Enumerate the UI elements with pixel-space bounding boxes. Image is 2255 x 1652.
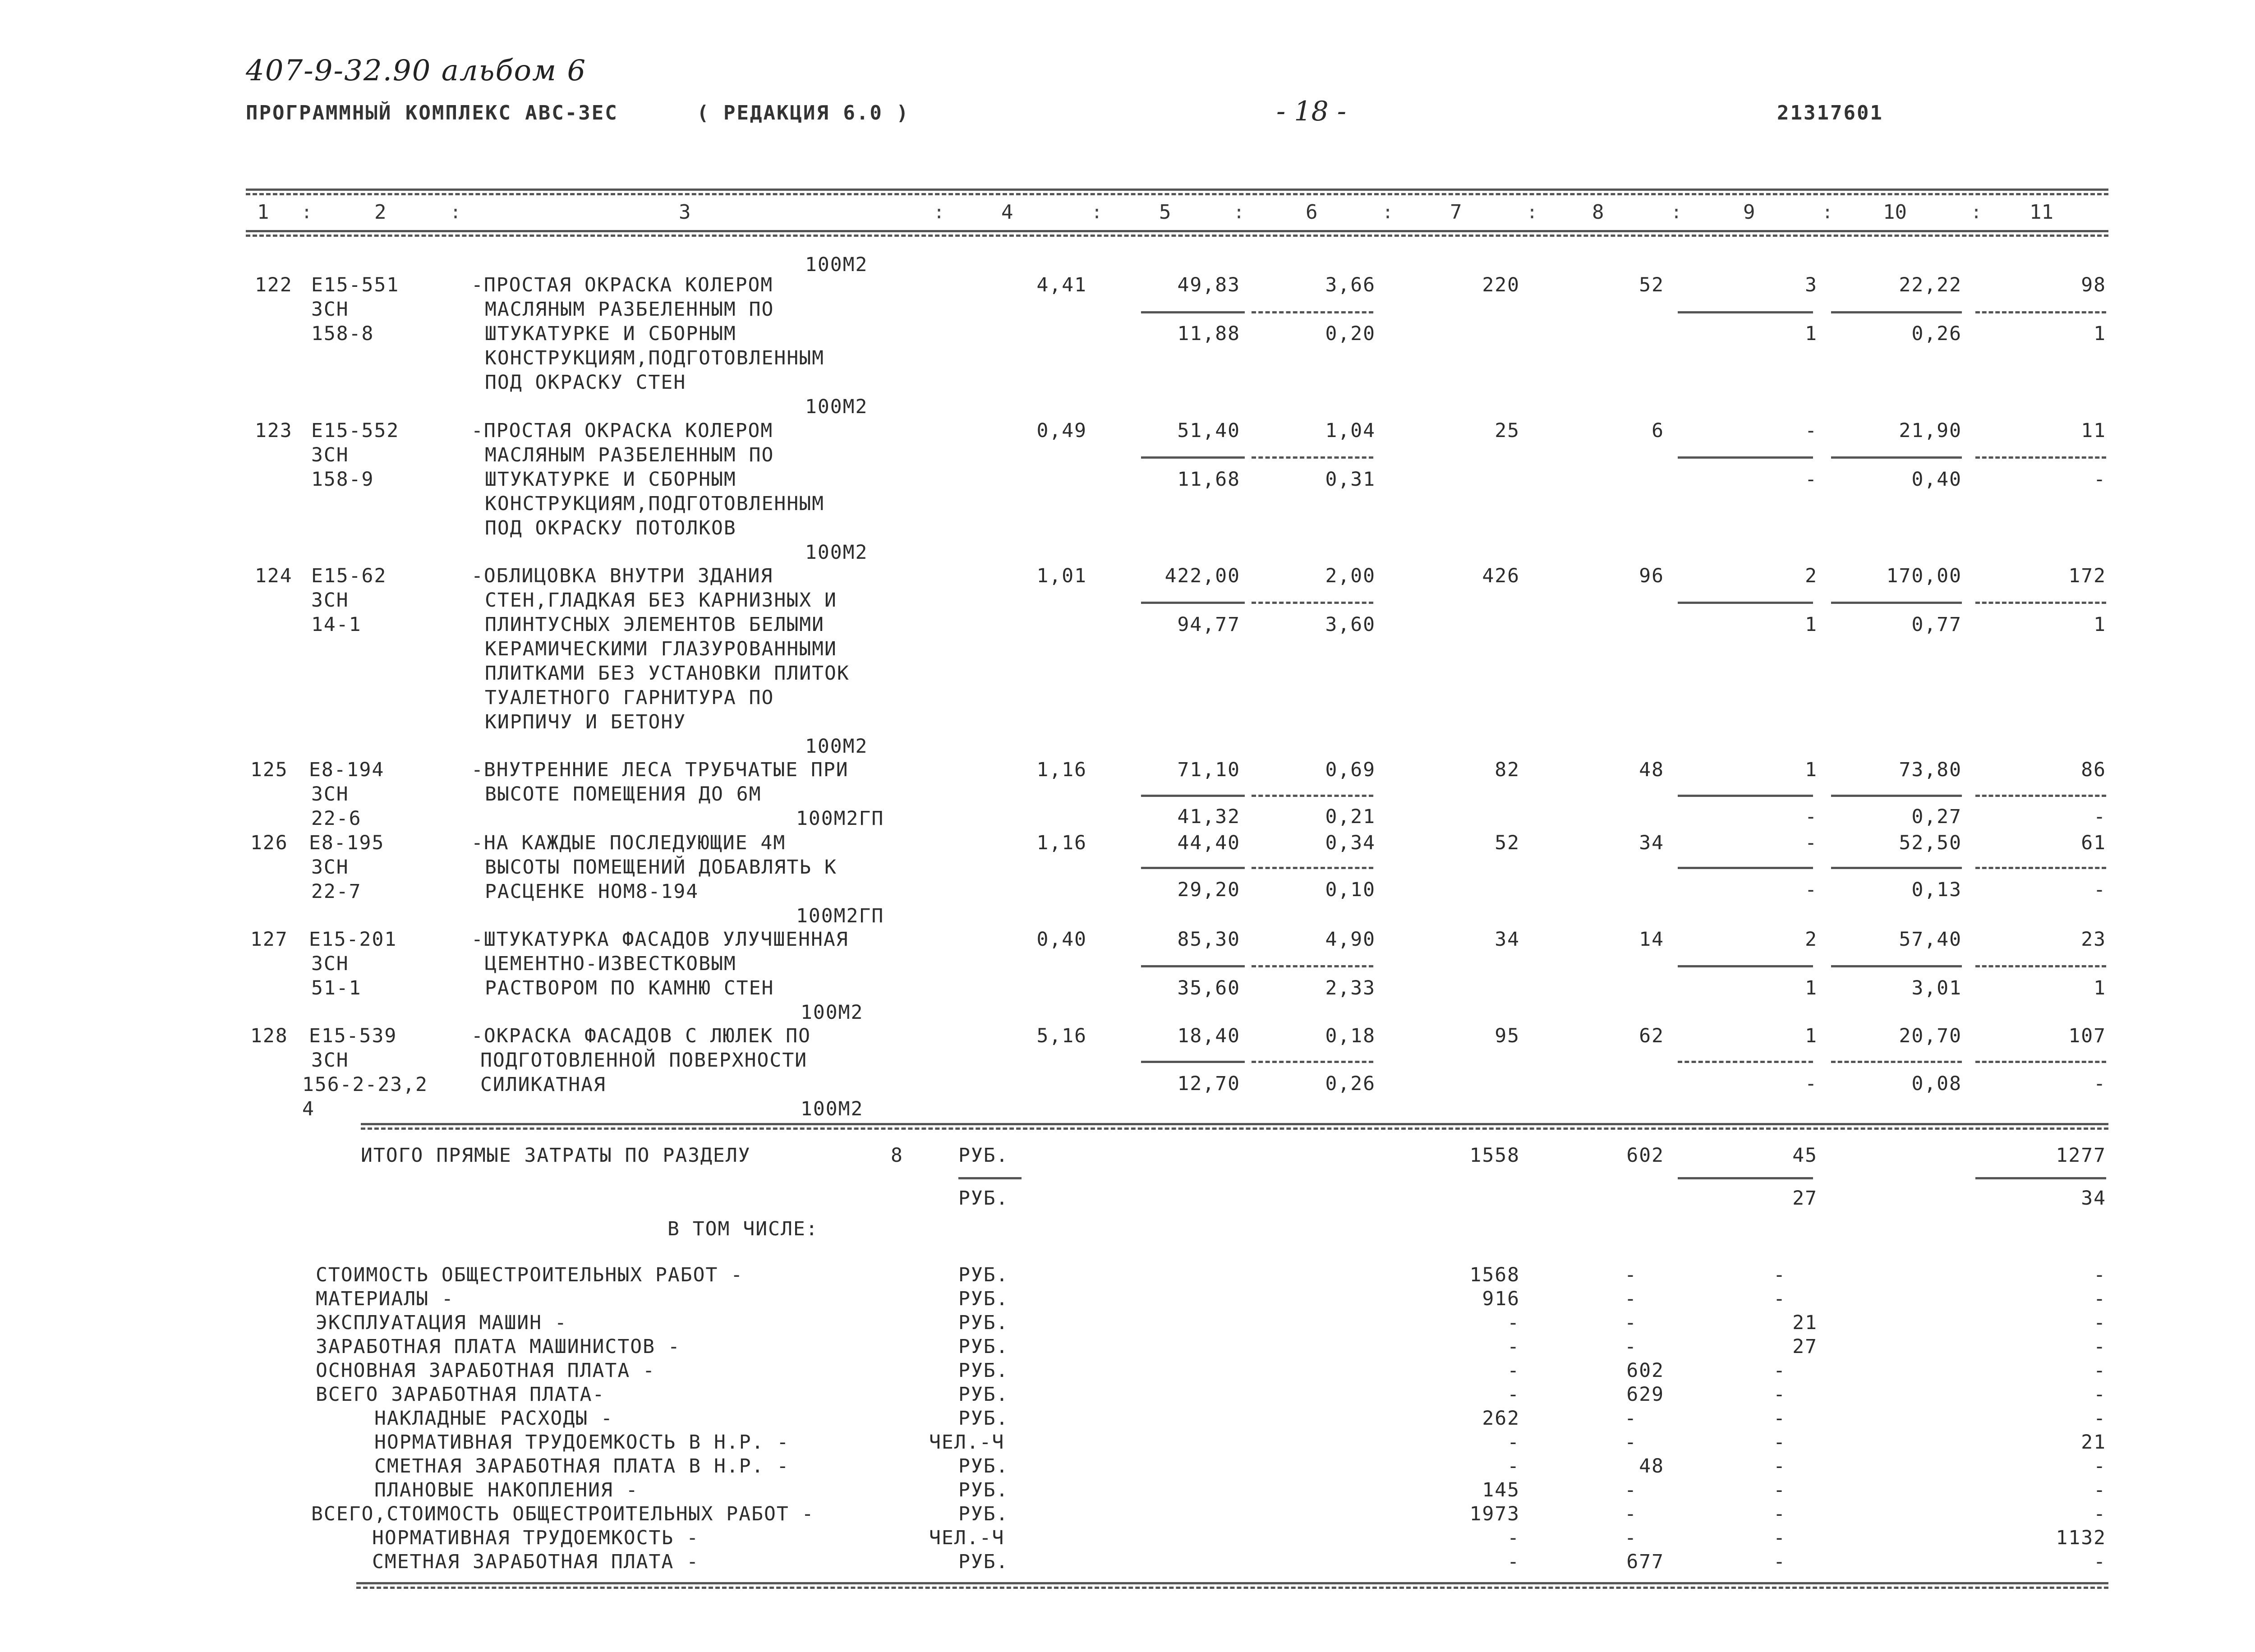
summary-c11: - xyxy=(2094,1455,2106,1477)
row-desc-line: МАСЛЯНЫМ РАЗБЕЛЕННЫМ ПО xyxy=(485,298,774,321)
unit-machine: 2,00 xyxy=(1325,565,1376,587)
summary-c11: - xyxy=(2094,1503,2106,1525)
summary-unit: РУБ. xyxy=(958,1311,1009,1334)
row-desc-line: КОНСТРУКЦИЯМ,ПОДГОТОВЛЕННЫМ xyxy=(485,492,824,515)
summary-label: ВСЕГО ЗАРАБОТНАЯ ПЛАТА- xyxy=(316,1383,605,1406)
summary-c8: 677 xyxy=(1626,1551,1664,1573)
labor-unit: 170,00 xyxy=(1886,565,1962,587)
col-header-7: 7 xyxy=(1450,201,1462,224)
unit-machinist-wage: 2,33 xyxy=(1325,977,1376,999)
summary-c11: - xyxy=(2094,1383,2106,1406)
labor-total: 172 xyxy=(2068,565,2106,587)
machines: 2 xyxy=(1805,928,1818,951)
unit-cost: 18,40 xyxy=(1177,1025,1240,1047)
unit-cost: 51,40 xyxy=(1177,419,1240,442)
row-desc-line: ПЛИНТУСНЫХ ЭЛЕМЕНТОВ БЕЛЫМИ xyxy=(485,613,824,636)
machinist-labor-unit: 0,77 xyxy=(1911,613,1962,636)
summary-unit: РУБ. xyxy=(958,1551,1009,1573)
summary-c7: - xyxy=(1507,1383,1520,1406)
labor-total: 98 xyxy=(2081,274,2106,296)
wages: 48 xyxy=(1639,759,1664,781)
summary-c11: - xyxy=(2094,1479,2106,1501)
col-header-4: 4 xyxy=(1001,201,1013,224)
labor-total: 86 xyxy=(2081,759,2106,781)
machinist-labor-unit: 0,40 xyxy=(1911,468,1962,491)
labor-total: 61 xyxy=(2081,832,2106,854)
summary-c7: 1973 xyxy=(1469,1503,1520,1525)
header-bottom-rule-dashed xyxy=(246,235,2108,237)
summary-c8: - xyxy=(1625,1431,1637,1454)
labor-unit: 22,22 xyxy=(1899,274,1962,296)
summary-label: НОРМАТИВНАЯ ТРУДОЕМКОСТЬ - xyxy=(372,1527,700,1549)
unit-label: 100М2 xyxy=(805,396,868,418)
row-desc-line: ВЫСОТЕ ПОМЕЩЕНИЯ ДО 6М xyxy=(485,783,762,805)
row-desc-line: РАСТВОРОМ ПО КАМНЮ СТЕН xyxy=(485,977,774,999)
row-desc-line: -НА КАЖДЫЕ ПОСЛЕДУЮЩИЕ 4М xyxy=(471,832,786,854)
machinist-labor-unit: 0,26 xyxy=(1911,322,1962,345)
summary-label: ОСНОВНАЯ ЗАРАБОТНАЯ ПЛАТА - xyxy=(316,1359,655,1382)
unit-label: 100М2ГП xyxy=(796,807,884,830)
row-code: Е8-195 xyxy=(309,832,385,854)
row-desc-line: ШТУКАТУРКЕ И СБОРНЫМ xyxy=(485,322,736,345)
labor-total: 23 xyxy=(2081,928,2106,951)
bottom-rule xyxy=(356,1582,2108,1584)
summary-c7: - xyxy=(1507,1455,1520,1477)
summary-label: ВСЕГО,СТОИМОСТЬ ОБЩЕСТРОИТЕЛЬНЫХ РАБОТ - xyxy=(311,1503,815,1525)
summary-label: НАКЛАДНЫЕ РАСХОДЫ - xyxy=(374,1407,613,1430)
row-desc-line: ТУАЛЕТНОГО ГАРНИТУРА ПО xyxy=(485,686,774,709)
summary-c8: - xyxy=(1625,1479,1637,1501)
col-header-5: 5 xyxy=(1159,201,1171,224)
unit-machinist-wage: 0,20 xyxy=(1325,322,1376,345)
total-cost: 82 xyxy=(1495,759,1520,781)
row-base: ЗСН xyxy=(311,298,349,321)
row-desc-line: -ШТУКАТУРКА ФАСАДОВ УЛУЧШЕННАЯ xyxy=(471,928,849,951)
summary-c8: 48 xyxy=(1639,1455,1664,1477)
totals-unit-2: РУБ. xyxy=(958,1187,1009,1210)
row-ref: 156-2-23,2 xyxy=(302,1073,428,1096)
unit-label: 100М2ГП xyxy=(796,905,884,927)
machinist-labor-total: - xyxy=(2094,879,2106,901)
row-ref: 51-1 xyxy=(311,977,362,999)
machinist-labor-unit: 0,08 xyxy=(1911,1072,1962,1095)
summary-unit: ЧЕЛ.-Ч xyxy=(929,1527,1005,1549)
summary-c9: - xyxy=(1773,1383,1786,1406)
row-desc-line: МАСЛЯНЫМ РАЗБЕЛЕННЫМ ПО xyxy=(485,444,774,466)
row-desc-line: ШТУКАТУРКЕ И СБОРНЫМ xyxy=(485,468,736,491)
col-header-8: 8 xyxy=(1592,201,1604,224)
summary-c8: - xyxy=(1625,1311,1637,1334)
summary-unit: РУБ. xyxy=(958,1503,1009,1525)
summary-c11: - xyxy=(2094,1311,2106,1334)
row-number: 122 xyxy=(255,274,293,296)
unit-machinist-wage: 3,60 xyxy=(1325,613,1376,636)
unit-machine: 0,34 xyxy=(1325,832,1376,854)
summary-c11: - xyxy=(2094,1359,2106,1382)
summary-unit: РУБ. xyxy=(958,1288,1009,1310)
wages: 34 xyxy=(1639,832,1664,854)
row-desc-line: СИЛИКАТНАЯ xyxy=(480,1073,606,1096)
machinist-wages: - xyxy=(1805,879,1818,901)
row-number: 127 xyxy=(250,928,288,951)
row-desc-line: -ВНУТРЕННИЕ ЛЕСА ТРУБЧАТЫЕ ПРИ xyxy=(471,759,849,781)
summary-c9: 27 xyxy=(1792,1335,1818,1358)
summary-c11: - xyxy=(2094,1335,2106,1358)
row-desc-line: ПОД ОКРАСКУ СТЕН xyxy=(485,371,686,394)
summary-label: ЗАРАБОТНАЯ ПЛАТА МАШИНИСТОВ - xyxy=(316,1335,681,1358)
summary-unit: РУБ. xyxy=(958,1407,1009,1430)
table-top-rule-dashed xyxy=(246,193,2108,195)
unit-cost: 49,83 xyxy=(1177,274,1240,296)
row-base: ЗСН xyxy=(311,1049,349,1072)
machinist-labor-total: - xyxy=(2094,468,2106,491)
machinist-labor-unit: 0,27 xyxy=(1911,805,1962,828)
summary-c9: 21 xyxy=(1792,1311,1818,1334)
summary-c7: - xyxy=(1507,1359,1520,1382)
summary-unit: РУБ. xyxy=(958,1359,1009,1382)
machines: 3 xyxy=(1805,274,1818,296)
summary-c7: 145 xyxy=(1482,1479,1520,1501)
row-number: 125 xyxy=(250,759,288,781)
row-code: Е8-194 xyxy=(309,759,385,781)
row-code: Е15-201 xyxy=(309,928,397,951)
unit-wage: 29,20 xyxy=(1177,879,1240,901)
summary-c8: 629 xyxy=(1626,1383,1664,1406)
row-code: Е15-552 xyxy=(311,419,400,442)
bottom-rule-dashed xyxy=(356,1587,2108,1589)
labor-total: 11 xyxy=(2081,419,2106,442)
unit-cost: 44,40 xyxy=(1177,832,1240,854)
summary-c8: - xyxy=(1625,1335,1637,1358)
row-base: ЗСН xyxy=(311,783,349,805)
quantity: 5,16 xyxy=(1036,1025,1087,1047)
unit-label: 100М2 xyxy=(805,253,868,276)
unit-machine: 3,66 xyxy=(1325,274,1376,296)
summary-c9: - xyxy=(1773,1431,1786,1454)
machinist-wages: 1 xyxy=(1805,322,1818,345)
quantity: 1,16 xyxy=(1036,759,1087,781)
page-number: - 18 - xyxy=(1276,96,1347,127)
totals-machinist-labor: 34 xyxy=(2081,1187,2106,1210)
machinist-labor-unit: 3,01 xyxy=(1911,977,1962,999)
summary-c11: - xyxy=(2094,1407,2106,1430)
unit-machinist-wage: 0,10 xyxy=(1325,879,1376,901)
row-desc-line: -ПРОСТАЯ ОКРАСКА КОЛЕРОМ xyxy=(471,419,773,442)
summary-c9: - xyxy=(1773,1527,1786,1549)
labor-unit: 21,90 xyxy=(1899,419,1962,442)
summary-c7: - xyxy=(1507,1551,1520,1573)
summary-c9: - xyxy=(1773,1479,1786,1501)
machinist-labor-total: - xyxy=(2094,1072,2106,1095)
estimate-page: 407-9-32.90 альбом 6 ПРОГРАММНЫЙ КОМПЛЕКС АВС-ЗЕС ( РЕДАКЦИЯ 6.0 ) - 18 - 21317601 1 2 3 4 5 6 7 8 9 10 11 : : : : : : : : : : 100М2 122 Е15-551 ЗСН 158-8 -ПРОСТАЯ ОКРАСКА КОЛЕРОМ МАСЛЯНЫМ РАЗБЕЛЕННЫМ ПО ШТУКАТУРКЕ И СБОРНЫМ КОНСТРУКЦИЯМ,ПОДГОТОВЛЕННЫМ ПОД ОКРАСКУ СТЕН 4,41 49,83 3,66 220 52 3 22,22 98 11,88 0,20 1 0,26 1 100М2 123 Е15-552 ЗСН 158-9 -ПРОСТАЯ ОКРАСКА КОЛЕРОМ МАСЛЯНЫМ РАЗБЕЛЕННЫМ ПО ШТУКАТУРКЕ И СБОРНЫМ КОНСТРУКЦИЯМ,ПОДГОТОВЛЕННЫМ ПОД ОКРАСКУ ПОТОЛКОВ 0,49 51,40 1,04 25 6 - 21,90 11 11,68 0,31 - 0,40 - 100М2 124 Е15-62 ЗСН 14-1 -ОБЛИЦОВКА ВНУТРИ ЗДАНИЯ СТЕН,ГЛАДКАЯ БЕЗ КАРНИЗНЫХ И ПЛИНТУСНЫХ ЭЛЕМЕНТОВ БЕЛЫМИ КЕРАМИЧЕСКИМИ ГЛАЗУРОВАННЫМИ ПЛИТКАМИ БЕЗ УСТАНОВКИ ПЛИТОК ТУАЛЕТНОГО ГАРНИТУРА ПО КИРПИЧУ И БЕТОНУ 1,01 422,00 2,00 426 96 2 170,00 172 94,77 3,60 1 0,77 1 100М2 125 Е8-194 ЗСН 22-6 -ВНУТРЕННИЕ ЛЕСА ТРУБЧАТЫЕ ПРИ ВЫСОТЕ ПОМЕЩЕНИЯ ДО 6М 100М2ГП 1,16 71,10 0,69 82 48 1 73,80 86 41,32 0,21 - 0,27 - 126 Е8-195 ЗСН 22-7 -НА КАЖДЫЕ ПОСЛЕДУЮЩИЕ 4М ВЫСОТЫ ПОМЕЩЕНИЙ ДОБАВЛЯТЬ К РАСЦЕНКЕ НОМ8-194 1,16 44,40 0,34 52 34 - 52,50 61 29,20 0,10 - 0,13 - 100М2ГП 127 Е15-201 ЗСН 51-1 -ШТУКАТУРКА ФАСАДОВ УЛУЧШЕННАЯ ЦЕМЕНТНО-ИЗВЕСТКОВЫМ РАСТВОРОМ ПО КАМНЮ СТЕН 0,40 85,30 4,90 34 14 2 57,40 23 35,60 2,33 1 3,01 1 100М2 128 Е15-539 ЗСН 156-2-23,2 4 -ОКРАСКА ФАСАДОВ С ЛЮЛЕК ПО ПОДГОТОВЛЕННОЙ ПОВЕРХНОСТИ СИЛИКАТНАЯ 100М2 5,16 18,40 0,18 95 62 1 20,70 107 12,70 0,26 - 0,08 - ИТОГО ПРЯМЫЕ ЗАТРАТЫ ПО РАЗДЕЛУ 8 РУБ. 1558 602 45 1277 РУБ. 27 34 В ТОМ ЧИСЛЕ: СТОИМОСТЬ ОБЩЕСТРОИТЕЛЬНЫХ РАБОТ - РУБ. 1568 - - - МАТЕРИАЛЫ - РУБ. 916 - - - ЭКСПЛУАТАЦИЯ МАШИН - РУБ. - - 21 - ЗАРАБОТНАЯ ПЛАТА МАШИНИСТОВ - РУБ. - - 27 - ОСНОВНАЯ ЗАРАБОТНАЯ ПЛАТА - РУБ. - 602 - - ВСЕГО ЗАРАБОТНАЯ ПЛАТА- РУБ. - 629 - - НАКЛАДНЫЕ РАСХОДЫ - РУБ. 262 - - - НОРМАТИВНАЯ ТРУДОЕМКОСТЬ В Н.Р. - ЧЕЛ.-Ч - - - 21 СМЕТНАЯ ЗАРАБОТНАЯ ПЛАТА В Н.Р. - РУБ. - 48 - - ПЛАНОВЫЕ НАКОПЛЕНИЯ - РУБ. 145 - - - ВСЕГО,СТОИМОСТЬ ОБЩЕСТРОИТЕЛЬНЫХ РАБОТ - РУБ. 1973 - - - НОРМАТИВНАЯ ТРУДОЕМКОСТЬ - ЧЕЛ.-Ч - - - 1132 СМЕТНАЯ ЗАРАБОТНАЯ ПЛАТА - РУБ. - 677 - - xyxy=(0,0,2255,1652)
row-ref-cont: 4 xyxy=(302,1098,315,1120)
wages: 96 xyxy=(1639,565,1664,587)
summary-unit: РУБ. xyxy=(958,1455,1009,1477)
row-base: ЗСН xyxy=(311,444,349,466)
col-header-10: 10 xyxy=(1883,201,1907,224)
unit-machinist-wage: 0,21 xyxy=(1325,805,1376,828)
header-bottom-rule xyxy=(246,230,2108,232)
labor-unit: 73,80 xyxy=(1899,759,1962,781)
summary-c9: - xyxy=(1773,1407,1786,1430)
summary-c11: 21 xyxy=(2081,1431,2106,1454)
totals-total-cost: 1558 xyxy=(1469,1144,1520,1167)
machinist-wages: 1 xyxy=(1805,977,1818,999)
col-header-6: 6 xyxy=(1306,201,1318,224)
machinist-wages: 1 xyxy=(1805,613,1818,636)
summary-unit: ЧЕЛ.-Ч xyxy=(929,1431,1005,1454)
totals-top-rule-dashed xyxy=(361,1127,2108,1130)
unit-wage: 12,70 xyxy=(1177,1072,1240,1095)
row-ref: 14-1 xyxy=(311,613,362,636)
unit-machine: 4,90 xyxy=(1325,928,1376,951)
summary-c8: - xyxy=(1625,1264,1637,1286)
total-cost: 95 xyxy=(1495,1025,1520,1047)
totals-wages: 602 xyxy=(1626,1144,1664,1167)
summary-c7: - xyxy=(1507,1431,1520,1454)
unit-wage: 94,77 xyxy=(1177,613,1240,636)
summary-c9: - xyxy=(1773,1288,1786,1310)
unit-wage: 41,32 xyxy=(1177,805,1240,828)
row-number: 128 xyxy=(250,1025,288,1047)
summary-c9: - xyxy=(1773,1551,1786,1573)
machines: - xyxy=(1805,832,1818,854)
totals-machines: 45 xyxy=(1792,1144,1818,1167)
summary-c7: - xyxy=(1507,1311,1520,1334)
row-number: 124 xyxy=(255,565,293,587)
row-desc-line: -ОБЛИЦОВКА ВНУТРИ ЗДАНИЯ xyxy=(471,565,773,587)
row-desc-line: ПОД ОКРАСКУ ПОТОЛКОВ xyxy=(485,517,736,539)
row-base: ЗСН xyxy=(311,856,349,879)
summary-label: МАТЕРИАЛЫ - xyxy=(316,1288,454,1310)
summary-c9: - xyxy=(1773,1264,1786,1286)
quantity: 0,49 xyxy=(1036,419,1087,442)
total-cost: 52 xyxy=(1495,832,1520,854)
row-desc-line: ЦЕМЕНТНО-ИЗВЕСТКОВЫМ xyxy=(485,953,736,975)
col-header-2: 2 xyxy=(374,201,387,224)
machines: 1 xyxy=(1805,1025,1818,1047)
row-desc-line: КЕРАМИЧЕСКИМИ ГЛАЗУРОВАННЫМИ xyxy=(485,638,837,660)
col-header-3: 3 xyxy=(679,201,691,224)
total-cost: 426 xyxy=(1482,565,1520,587)
labor-unit: 57,40 xyxy=(1899,928,1962,951)
unit-cost: 422,00 xyxy=(1164,565,1240,587)
summary-unit: РУБ. xyxy=(958,1264,1009,1286)
summary-c7: 916 xyxy=(1482,1288,1520,1310)
row-desc-line: -ОКРАСКА ФАСАДОВ С ЛЮЛЕК ПО xyxy=(471,1025,811,1047)
row-ref: 158-9 xyxy=(311,468,374,491)
totals-section: 8 xyxy=(891,1144,903,1167)
summary-label: ЭКСПЛУАТАЦИЯ МАШИН - xyxy=(316,1311,567,1334)
summary-unit: РУБ. xyxy=(958,1479,1009,1501)
summary-c9: - xyxy=(1773,1359,1786,1382)
summary-c9: - xyxy=(1773,1455,1786,1477)
summary-c11: - xyxy=(2094,1551,2106,1573)
row-desc-line: ПОДГОТОВЛЕННОЙ ПОВЕРХНОСТИ xyxy=(480,1049,808,1072)
row-base: ЗСН xyxy=(311,589,349,612)
total-cost: 34 xyxy=(1495,928,1520,951)
machinist-wages: - xyxy=(1805,805,1818,828)
summary-c8: 602 xyxy=(1626,1359,1664,1382)
row-desc-line: КИРПИЧУ И БЕТОНУ xyxy=(485,711,686,733)
machinist-labor-total: 1 xyxy=(2094,322,2106,345)
summary-c7: - xyxy=(1507,1527,1520,1549)
unit-machinist-wage: 0,26 xyxy=(1325,1072,1376,1095)
row-number: 123 xyxy=(255,419,293,442)
summary-label: СМЕТНАЯ ЗАРАБОТНАЯ ПЛАТА - xyxy=(372,1551,700,1573)
col-header-11: 11 xyxy=(2030,201,2053,224)
summary-c7: 262 xyxy=(1482,1407,1520,1430)
machinist-labor-unit: 0,13 xyxy=(1911,879,1962,901)
row-desc-line: РАСЦЕНКЕ НОМ8-194 xyxy=(485,880,699,903)
machinist-wages: - xyxy=(1805,468,1818,491)
summary-c7: - xyxy=(1507,1335,1520,1358)
machinist-labor-total: 1 xyxy=(2094,613,2106,636)
document-code: 21317601 xyxy=(1777,101,1883,124)
row-code: Е15-62 xyxy=(311,565,387,587)
summary-c7: 1568 xyxy=(1469,1264,1520,1286)
program-title: ПРОГРАММНЫЙ КОМПЛЕКС АВС-ЗЕС xyxy=(246,101,618,124)
wages: 6 xyxy=(1652,419,1664,442)
row-number: 126 xyxy=(250,832,288,854)
quantity: 4,41 xyxy=(1036,274,1087,296)
totals-machinist-wages: 27 xyxy=(1792,1187,1818,1210)
summary-unit: РУБ. xyxy=(958,1383,1009,1406)
edition-label: ( РЕДАКЦИЯ 6.0 ) xyxy=(697,101,910,124)
unit-machine: 0,69 xyxy=(1325,759,1376,781)
unit-label: 100М2 xyxy=(801,1001,864,1024)
summary-label: СТОИМОСТЬ ОБЩЕСТРОИТЕЛЬНЫХ РАБОТ - xyxy=(316,1264,744,1286)
machines: 2 xyxy=(1805,565,1818,587)
machinist-wages: - xyxy=(1805,1072,1818,1095)
row-desc-line: СТЕН,ГЛАДКАЯ БЕЗ КАРНИЗНЫХ И xyxy=(485,589,837,612)
unit-wage: 35,60 xyxy=(1177,977,1240,999)
wages: 14 xyxy=(1639,928,1664,951)
unit-label: 100М2 xyxy=(805,541,868,564)
labor-total: 107 xyxy=(2068,1025,2106,1047)
row-code: Е15-551 xyxy=(311,274,400,296)
summary-label: НОРМАТИВНАЯ ТРУДОЕМКОСТЬ В Н.Р. - xyxy=(374,1431,790,1454)
total-cost: 220 xyxy=(1482,274,1520,296)
row-desc-line: ПЛИТКАМИ БЕЗ УСТАНОВКИ ПЛИТОК xyxy=(485,662,850,685)
unit-wage: 11,68 xyxy=(1177,468,1240,491)
totals-labor: 1277 xyxy=(2056,1144,2106,1167)
row-ref: 158-8 xyxy=(311,322,374,345)
totals-top-rule xyxy=(361,1123,2108,1125)
summary-c11: - xyxy=(2094,1264,2106,1286)
quantity: 0,40 xyxy=(1036,928,1087,951)
row-ref: 22-7 xyxy=(311,880,362,903)
summary-c8: - xyxy=(1625,1503,1637,1525)
row-code: Е15-539 xyxy=(309,1025,397,1047)
summary-c8: - xyxy=(1625,1288,1637,1310)
unit-machine: 0,18 xyxy=(1325,1025,1376,1047)
unit-label: 100М2 xyxy=(805,735,868,758)
summary-c8: - xyxy=(1625,1407,1637,1430)
summary-unit: РУБ. xyxy=(958,1335,1009,1358)
unit-machinist-wage: 0,31 xyxy=(1325,468,1376,491)
machinist-labor-total: - xyxy=(2094,805,2106,828)
col-header-1: 1 xyxy=(257,201,269,224)
labor-unit: 20,70 xyxy=(1899,1025,1962,1047)
labor-unit: 52,50 xyxy=(1899,832,1962,854)
unit-machine: 1,04 xyxy=(1325,419,1376,442)
col-header-9: 9 xyxy=(1743,201,1755,224)
unit-cost: 85,30 xyxy=(1177,928,1240,951)
row-base: ЗСН xyxy=(311,953,349,975)
quantity: 1,01 xyxy=(1036,565,1087,587)
summary-c9: - xyxy=(1773,1503,1786,1525)
machinist-labor-total: 1 xyxy=(2094,977,2106,999)
totals-label: ИТОГО ПРЯМЫЕ ЗАТРАТЫ ПО РАЗДЕЛУ xyxy=(361,1144,751,1167)
machines: - xyxy=(1805,419,1818,442)
summary-label: ПЛАНОВЫЕ НАКОПЛЕНИЯ - xyxy=(374,1479,639,1501)
unit-wage: 11,88 xyxy=(1177,322,1240,345)
unit-label: 100М2 xyxy=(801,1098,864,1120)
summary-label: СМЕТНАЯ ЗАРАБОТНАЯ ПЛАТА В Н.Р. - xyxy=(374,1455,790,1477)
row-desc-line: -ПРОСТАЯ ОКРАСКА КОЛЕРОМ xyxy=(471,274,773,296)
row-ref: 22-6 xyxy=(311,807,362,830)
summary-c11: 1132 xyxy=(2056,1527,2106,1549)
total-cost: 25 xyxy=(1495,419,1520,442)
wages: 62 xyxy=(1639,1025,1664,1047)
row-desc-line: ВЫСОТЫ ПОМЕЩЕНИЙ ДОБАВЛЯТЬ К xyxy=(485,856,837,879)
wages: 52 xyxy=(1639,274,1664,296)
machines: 1 xyxy=(1805,759,1818,781)
summary-c8: - xyxy=(1625,1527,1637,1549)
handwritten-album-note: 407-9-32.90 альбом 6 xyxy=(246,54,587,87)
including-heading: В ТОМ ЧИСЛЕ: xyxy=(667,1218,819,1240)
row-desc-line: КОНСТРУКЦИЯМ,ПОДГОТОВЛЕННЫМ xyxy=(485,347,824,369)
unit-cost: 71,10 xyxy=(1177,759,1240,781)
quantity: 1,16 xyxy=(1036,832,1087,854)
totals-unit: РУБ. xyxy=(958,1144,1009,1167)
summary-c11: - xyxy=(2094,1288,2106,1310)
table-top-rule xyxy=(246,189,2108,191)
